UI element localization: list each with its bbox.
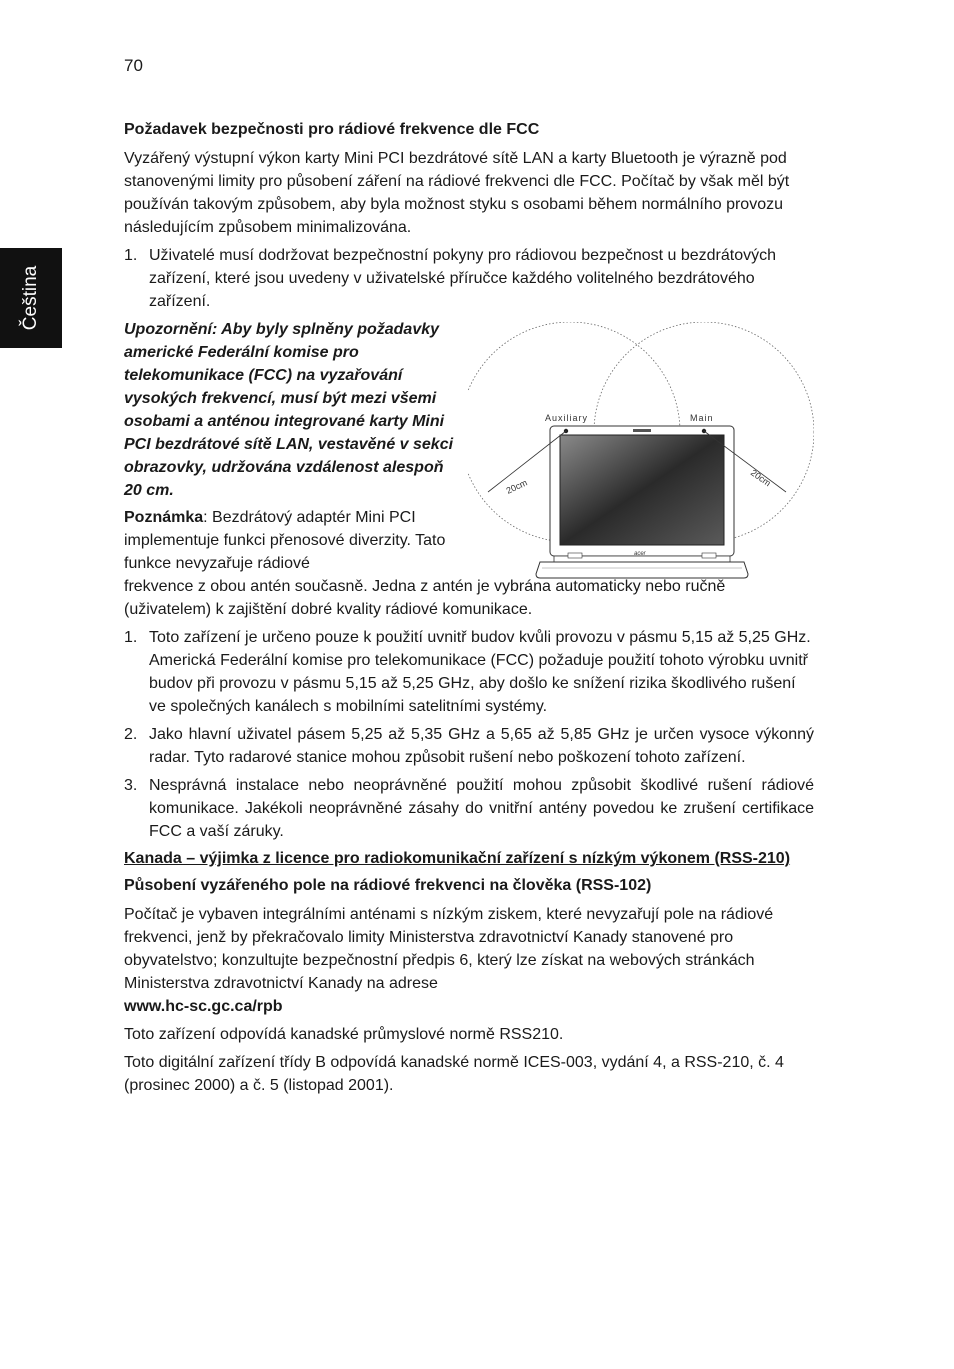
warning-block xyxy=(124,318,457,575)
list-item-number: 2. xyxy=(124,726,138,743)
auxiliary-label: Auxiliary xyxy=(545,413,589,423)
list-item-number: 1. xyxy=(124,247,138,264)
main-label: Main xyxy=(690,413,714,423)
rss102-heading: Působení vyzářeného pole na rádiové frekvenci na člověka (RSS-102) xyxy=(124,877,652,894)
list-item-text: Nesprávná instalace nebo neoprávněné použití mohou způsobit škodlivé rušení rádiové komunikace. Jakékoli neoprávněné zásahy do vnitřní antény povedou ke zrušení certifikace FCC a vaší záruky. xyxy=(149,777,814,840)
list-item xyxy=(124,244,814,313)
list-item xyxy=(124,723,814,769)
list-item xyxy=(124,774,814,843)
fcc-intro: Vyzářený výstupní výkon karty Mini PCI bezdrátové sítě LAN a karty Bluetooth je výrazně pod stanovenými limity pro působení záření na rádiové frekvenci dle FCC. Počítač by však měl být používán takovým způsobem, aby byla možnost styku s osobami během normálního provozu následujícím způsobem minimalizována. xyxy=(124,150,790,236)
fcc-heading: Požadavek bezpečnosti pro rádiové frekvence dle FCC xyxy=(124,121,540,138)
fcc-warning: Upozornění: Aby byly splněny požadavky americké Federální komise pro telekomunikace (FCC) na vyzařování vysokých frekvencí, musí být mezi všemi osobami a anténou integrované karty Mini PCI bezdrátové sítě LAN, vestavěné v sekci obrazovky, udržována vzdálenost alespoň 20 cm. xyxy=(124,321,454,499)
page-number: 70 xyxy=(124,56,143,75)
list-item-text: Uživatelé musí dodržovat bezpečnostní pokyny pro rádiovou bezpečnost u bezdrátových zařízení, které jsou uvedeny v uživatelské příručce každého volitelného bezdrátového zařízení. xyxy=(149,247,777,310)
rss102-paragraph: Počítač je vybaven integrálními anténami s nízkým ziskem, které nevyzařují pole na rádiové frekvenci, jenž by překračovalo limity Ministerstva zdravotnictví Kanady stanovené pro obyvatelstvo; konzultujte bezpečnostní předpis 6, který lze získat na webových stránkách Ministerstva zdravotnictví Kanady na adrese xyxy=(124,906,774,992)
page-content xyxy=(124,120,814,1102)
canada-heading: Kanada – výjimka z licence pro radiokomunikační zařízení s nízkým výkonem (RSS-210) xyxy=(124,850,791,867)
list-item-number: 3. xyxy=(124,777,138,794)
rss210-paragraph: Toto zařízení odpovídá kanadské průmyslové normě RSS210. xyxy=(124,1026,564,1043)
language-tab-label: Čeština xyxy=(20,265,41,331)
health-canada-url: www.hc-sc.gc.ca/rpb xyxy=(124,998,283,1015)
note-label: Poznámka xyxy=(124,509,204,526)
ices003-paragraph: Toto digitální zařízení třídy B odpovídá kanadské normě ICES-003, vydání 4, a RSS-210, č. 4 (prosinec 2000) a č. 5 (listopad 2001). xyxy=(124,1054,784,1094)
note-text-a: : Bezdrátový adaptér Mini PCI implementuje funkci přenosové diverzity. Tato funkce nevyzařuje rádiové xyxy=(124,509,446,572)
left-distance-label: 20cm xyxy=(504,477,529,496)
right-distance-label: 20cm xyxy=(748,467,773,489)
list-item xyxy=(124,626,814,718)
language-tab xyxy=(0,248,62,348)
list-item-text: Jako hlavní uživatel pásem 5,25 až 5,35 GHz a 5,65 až 5,85 GHz je určen vysoce výkonný radar. Tyto radarové stanice mohou způsobit rušení nebo poškození tohoto zařízení. xyxy=(149,726,814,766)
list-item-text: Toto zařízení je určeno pouze k použití uvnitř budov kvůli provozu v pásmu 5,15 až 5,25 GHz. Americká Federální komise pro telekomunikace (FCC) požaduje použití tohoto výrobku uvnitř budov při provozu v pásmu 5,15 až 5,25 GHz, aby došlo ke snížení rizika škodlivého rušení ve společných kanálech s mobilními satelitními systémy. xyxy=(149,629,811,715)
fcc-list-1 xyxy=(124,244,814,313)
fcc-list-2 xyxy=(124,626,814,843)
list-item-number: 1. xyxy=(124,629,138,646)
note-text-b: frekvence z obou antén současně. Jedna z antén je vybrána automaticky nebo ručně (uživatelem) k zajištění dobré kvality rádiové komunikace. xyxy=(124,578,726,618)
note-part-a xyxy=(124,506,457,575)
acer-logo: acer xyxy=(634,551,646,557)
